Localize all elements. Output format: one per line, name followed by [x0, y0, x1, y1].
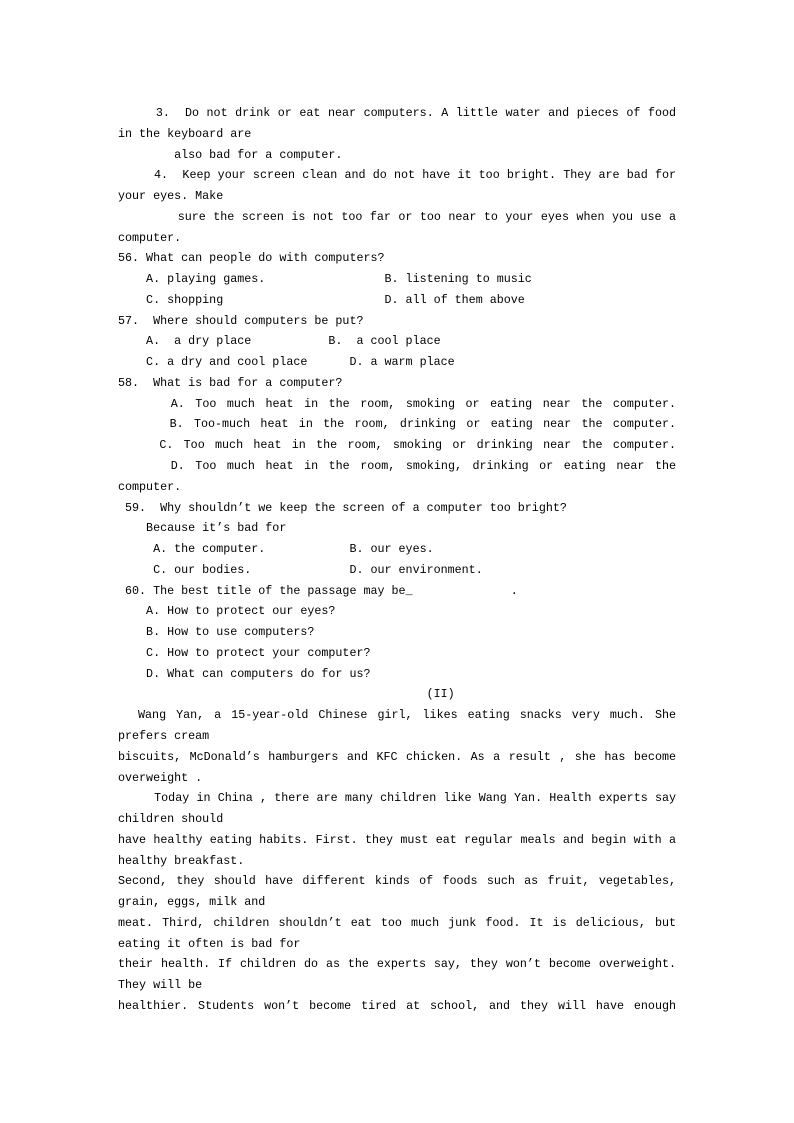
text-line: D. Too much heat in the room, smoking, drinking or eating near the [118, 459, 676, 474]
text-line: 4. Keep your screen clean and do not have it too bright. They are bad for [118, 168, 676, 183]
text-line: healthy breakfast. [118, 853, 245, 868]
text-line: C. Too much heat in the room, smoking or drinking near the computer. [118, 438, 676, 453]
text-line: 56. What can people do with computers? [118, 251, 385, 266]
text-line: healthier. Students won’t become tired at school, and they will have enough [118, 998, 676, 1013]
text-line: Because it’s bad for [118, 521, 287, 536]
text-line: 3. Do not drink or eat near computers. A little water and pieces of food [118, 106, 676, 120]
text-line: 58. What is bad for a computer? [118, 375, 343, 390]
text-line: computer. [118, 479, 182, 494]
text-line: computer. [118, 230, 182, 245]
text-line: C. a dry and cool place D. a warm place [118, 355, 455, 370]
text-line: B. Too-much heat in the room, drinking or eating near the computer. [118, 417, 676, 432]
text-line: C. How to protect your computer? [118, 645, 371, 660]
text-line: 59. Why shouldn’t we keep the screen of a computer too bright? [118, 500, 567, 515]
document-body [118, 103, 676, 1017]
text-line: They will be [118, 978, 203, 993]
text-line: in the keyboard are [118, 126, 252, 141]
text-line: 57. Where should computers be put? [118, 313, 364, 328]
text-line: meat. Third, children shouldn’t eat too much junk food. It is delicious, but [118, 915, 676, 930]
text-line: also bad for a computer. [118, 147, 343, 162]
text-line: C. our bodies. D. our environment. [118, 562, 483, 577]
text-line: overweight . [118, 770, 203, 785]
text-line: A. How to protect our eyes? [118, 604, 336, 619]
text-line: B. How to use computers? [118, 625, 315, 640]
text-line: their health. If children do as the experts say, they won’t become overweight. [118, 957, 676, 972]
text-line: prefers cream [118, 728, 210, 743]
text-line: eating it often is bad for [118, 936, 301, 951]
text-line: D. What can computers do for us? [118, 666, 371, 681]
text-line: C. shopping D. all of them above [118, 292, 525, 307]
text-line: Second, they should have different kinds of foods such as fruit, vegetables, [118, 874, 676, 889]
text-line: (II) [118, 687, 455, 702]
text-line: A. the computer. B. our eyes. [118, 542, 434, 557]
text-line: biscuits, McDonald’s hamburgers and KFC chicken. As a result , she has become [118, 749, 676, 764]
text-line: sure the screen is not too far or too near to your eyes when you use a [118, 209, 676, 224]
text-line: Today in China , there are many children like Wang Yan. Health experts say [118, 791, 676, 806]
text-line: Wang Yan, a 15-year-old Chinese girl, likes eating snacks very much. She [118, 708, 677, 723]
text-line: your eyes. Make [118, 189, 224, 204]
text-line: A. playing games. B. listening to music [118, 272, 532, 287]
text-line: A. a dry place B. a cool place [118, 334, 441, 349]
text-line: 60. The best title of the passage may be_ . [118, 583, 518, 598]
text-line: A. Too much heat in the room, smoking or eating near the computer. [118, 396, 676, 411]
text-line: grain, eggs, milk and [118, 895, 266, 910]
text-line: have healthy eating habits. First. they must eat regular meals and begin with a [118, 832, 676, 847]
text-line: children should [118, 812, 224, 827]
